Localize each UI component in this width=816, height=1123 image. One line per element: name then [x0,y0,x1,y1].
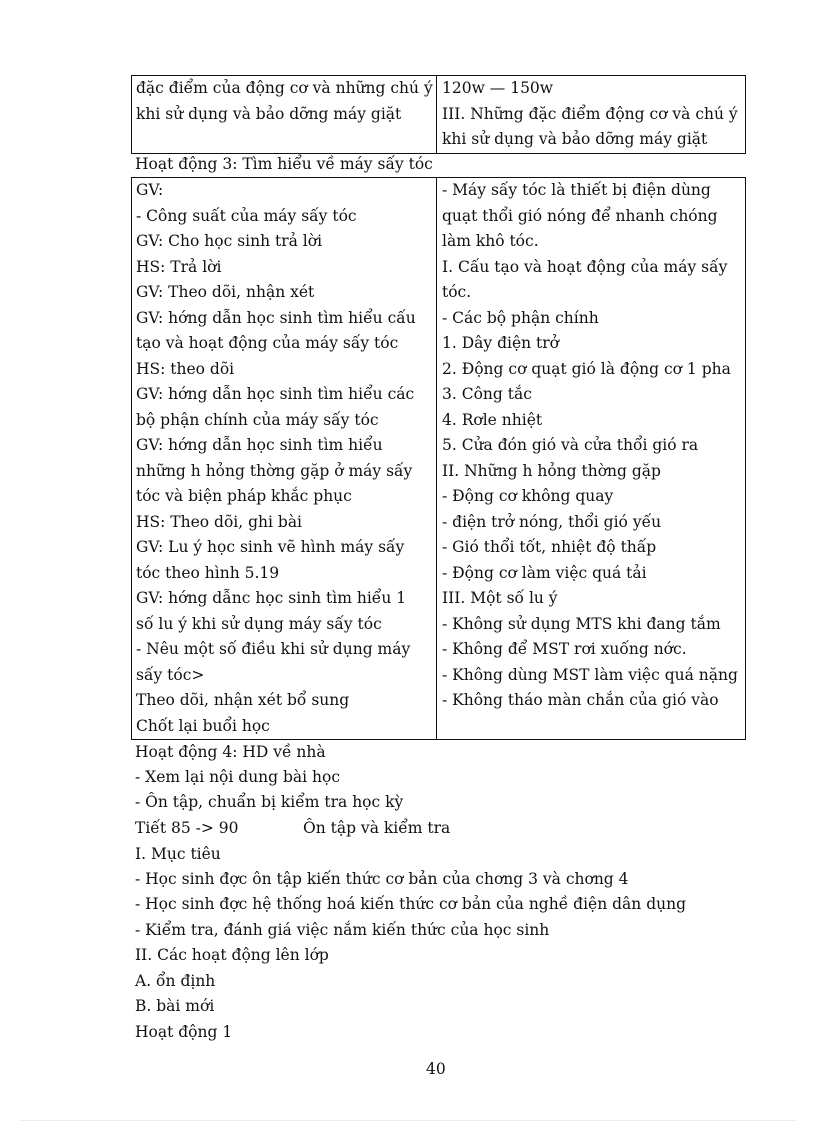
table-2-left-line: sấy tóc> [136,665,205,684]
table-1-left-cell [136,76,434,127]
table-1-divider [436,76,437,153]
table-2-right-line: III. Một số lu ý [442,589,558,607]
table-2-right-line: 3. Công tắc [442,385,532,403]
table-2-right-line: I. Cấu tạo và hoạt động của máy sấy [442,257,728,276]
table-2-left-line: GV: hớng dẫnc học sinh tìm hiểu 1 [136,589,407,607]
activity-3-heading: Hoạt động 3: Tìm hiểu về máy sấy tóc [135,155,433,173]
table-2-right-line: quạt thổi gió nóng để nhanh chóng [442,206,718,225]
table-2-left-line: GV: Lu ý học sinh vẽ hình máy sấy [136,538,405,556]
table-2-left-line: tóc và biện pháp khắc phục [136,487,352,505]
page-number: 40 [426,1060,446,1078]
table-2-right-line: - Động cơ làm việc quá tải [442,563,647,582]
table-2-left-line: HS: Theo dõi, ghi bài [136,512,303,531]
lesson-title: Ôn tập và kiểm tra [303,819,451,837]
table-2-right-line: 4. Rơle nhiệt [442,410,543,429]
table-1-right-line: 120w — 150w [442,79,554,97]
table-2-left-line: HS: theo dõi [136,359,235,378]
table-2-left-cell [136,178,434,739]
section-heading: II. Các hoạt động lên lớp [135,946,329,964]
lesson-label: Tiết 85 -> 90 [135,819,239,837]
table-2-right-line: - điện trở nóng, thổi gió yếu [442,512,662,531]
body-line: Hoạt động 1 [135,1023,233,1041]
table-2-left-line: số lu ý khi sử dụng máy sấy tóc [136,614,382,633]
table-2-left-line: tạo và hoạt động của máy sấy tóc [136,334,399,352]
table-2-divider [436,178,437,739]
activity-4-heading: Hoạt động 4: HD về nhà [135,743,326,761]
table-2-left-line: bộ phận chính của máy sấy tóc [136,410,379,429]
table-1-left-line: khi sử dụng và bảo dỡng máy giặt [136,104,402,123]
table-2-right-line: - Không để MST rơi xuống nớc. [442,640,687,658]
table-2-right-line: - Gió thổi tốt, nhiệt độ thấp [442,538,657,556]
table-2-right-line: - Không tháo màn chắn của gió vào [442,691,719,709]
body-line: - Học sinh đợc ôn tập kiến thức cơ bản của chơng 3 và chơng 4 [135,870,629,888]
table-2-right-line: II. Những h hỏng thờng gặp [442,461,661,480]
body-line: - Kiểm tra, đánh giá việc nắm kiến thức của học sinh [135,921,550,939]
body-line: - Ôn tập, chuẩn bị kiểm tra học kỳ [135,793,404,811]
table-1-right-line: III. Những đặc điểm động cơ và chú ý [442,104,738,123]
table-2-left-line: GV: hớng dẫn học sinh tìm hiểu các [136,385,415,403]
table-2-left-line: GV: hớng dẫn học sinh tìm hiểu cấu [136,308,416,327]
table-2-right-line: - Máy sấy tóc là thiết bị điện dùng [442,181,711,199]
table-2-right-line: - Động cơ không quay [442,487,614,505]
section-heading: I. Mục tiêu [135,845,221,863]
table-2-left-line: tóc theo hình 5.19 [136,563,280,582]
body-line: B. bài mới [135,997,215,1015]
table-2-left-line: - Công suất của máy sấy tóc [136,206,357,225]
table-2-left-line: Chốt lại buổi học [136,716,270,735]
table-2-right-line: - Không sử dụng MTS khi đang tắm [442,614,721,633]
body-line: A. ổn định [135,972,216,990]
body-line: - Xem lại nội dung bài học [135,768,341,786]
table-2 [131,177,746,740]
table-2-right-line: 5. Cửa đón gió và cửa thổi gió ra [442,436,699,454]
table-2-left-line: những h hỏng thờng gặp ở máy sấy [136,461,413,480]
table-2-left-line: GV: Cho học sinh trả lời [136,232,323,250]
table-2-right-line: - Không dùng MST làm việc quá nặng [442,665,738,684]
table-2-left-line: - Nêu một số điều khi sử dụng máy [136,640,411,658]
table-1-left-line: đặc điểm của động cơ và những chú ý [136,79,433,97]
table-2-left-line: HS: Trả lời [136,257,222,276]
table-1-right-cell [442,76,742,153]
table-2-right-line: tóc. [442,283,472,301]
body-line: - Học sinh đợc hệ thống hoá kiến thức cơ bản của nghề điện dân dụng [135,895,687,913]
table-2-left-line: GV: [136,181,164,199]
table-2-left-line: GV: Theo dõi, nhận xét [136,283,315,301]
table-2-right-cell [442,178,742,714]
table-2-right-line: 2. Động cơ quạt gió là động cơ 1 pha [442,359,731,378]
table-2-left-line: Theo dõi, nhận xét bổ sung [136,691,350,709]
table-1 [131,75,746,154]
table-2-right-line: làm khô tóc. [442,232,539,250]
table-1-right-line: khi sử dụng và bảo dỡng máy giặt [442,130,708,148]
page-bottom-rule [20,1120,796,1121]
table-2-right-line: - Các bộ phận chính [442,308,599,327]
table-2-left-line: GV: hớng dẫn học sinh tìm hiểu [136,436,383,454]
table-2-right-line: 1. Dây điện trở [442,334,559,352]
